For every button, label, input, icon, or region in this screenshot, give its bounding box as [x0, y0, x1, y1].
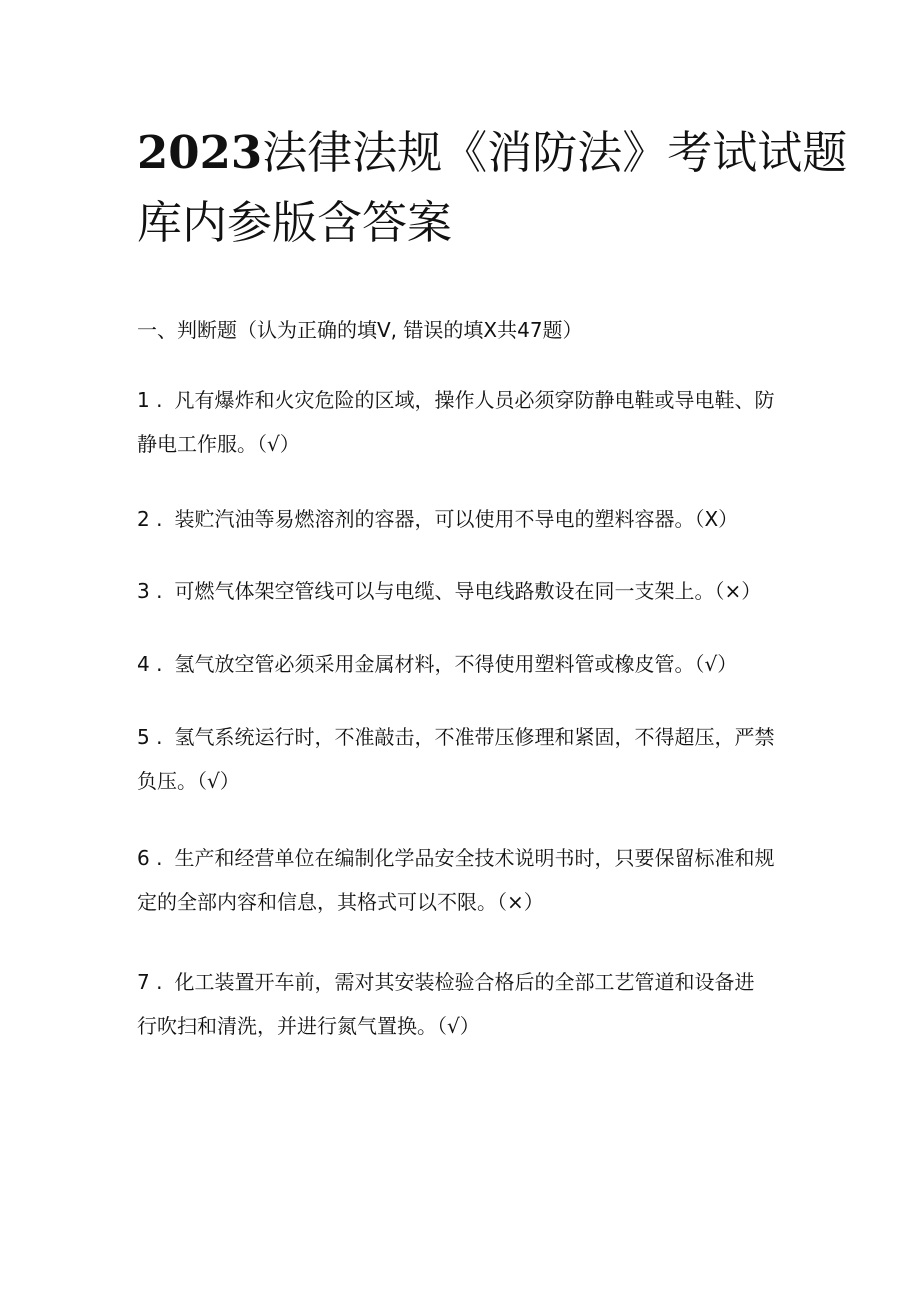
question-number: 7 . — [137, 970, 163, 994]
question-1-line-2: 静电工作服。（√） — [137, 432, 300, 456]
question-6-line-1 — [137, 836, 787, 880]
question-5-text-1: 氢气系统运行时，不准敲击，不准带压修理和紧固，不得超压，严禁 — [174, 725, 775, 749]
question-7-line-2: 行吹扫和清洗，并进行氮气置换。（√） — [137, 1014, 480, 1038]
question-4-text-1: 氢气放空管必须采用金属材料，不得使用塑料管或橡皮管。（√） — [174, 652, 738, 676]
question-4 — [137, 642, 787, 686]
question-number: 1 . — [137, 388, 163, 412]
question-3-text-1: 可燃气体架空管线可以与电缆、导电线路敷设在同一支架上。（×） — [174, 579, 762, 603]
question-number: 3 . — [137, 579, 163, 603]
question-2-line-1 — [137, 497, 787, 541]
question-6-text-1: 生产和经营单位在编制化学品安全技术说明书时，只要保留标准和规 — [174, 846, 775, 870]
section-heading: 一、判断题（认为正确的填V, 错误的填X共47题） — [137, 318, 583, 342]
question-number: 6 . — [137, 846, 163, 870]
question-number: 4 . — [137, 652, 163, 676]
question-7 — [137, 960, 787, 1048]
question-2-text-1: 装贮汽油等易燃溶剂的容器，可以使用不导电的塑料容器。（X） — [174, 507, 739, 531]
question-6 — [137, 836, 787, 924]
question-7-text-1: 化工装置开车前，需对其安装检验合格后的全部工艺管道和设备进 — [174, 970, 755, 994]
question-3 — [137, 569, 787, 613]
question-number: 2 . — [137, 507, 163, 531]
question-2 — [137, 497, 787, 541]
title-line-1-text: 法律法规《消防法》考试试题 — [262, 126, 848, 179]
question-4-line-1 — [137, 642, 787, 686]
question-5 — [137, 715, 787, 803]
question-number: 5 . — [137, 725, 163, 749]
title-line-1 — [137, 118, 848, 188]
question-3-line-1 — [137, 569, 787, 613]
question-5-line-2: 负压。（√） — [137, 769, 240, 793]
question-6-line-2: 定的全部内容和信息，其格式可以不限。（×） — [137, 890, 544, 914]
question-1 — [137, 378, 787, 466]
title-line-2: 库内参版含答案 — [137, 196, 453, 249]
question-5-line-1 — [137, 715, 787, 759]
question-1-line-1 — [137, 378, 787, 422]
question-1-text-1: 凡有爆炸和火灾危险的区域，操作人员必须穿防静电鞋或导电鞋、防 — [174, 388, 775, 412]
title-year: 2023 — [137, 126, 263, 179]
document-title — [137, 118, 848, 258]
question-7-line-1 — [137, 960, 787, 1004]
